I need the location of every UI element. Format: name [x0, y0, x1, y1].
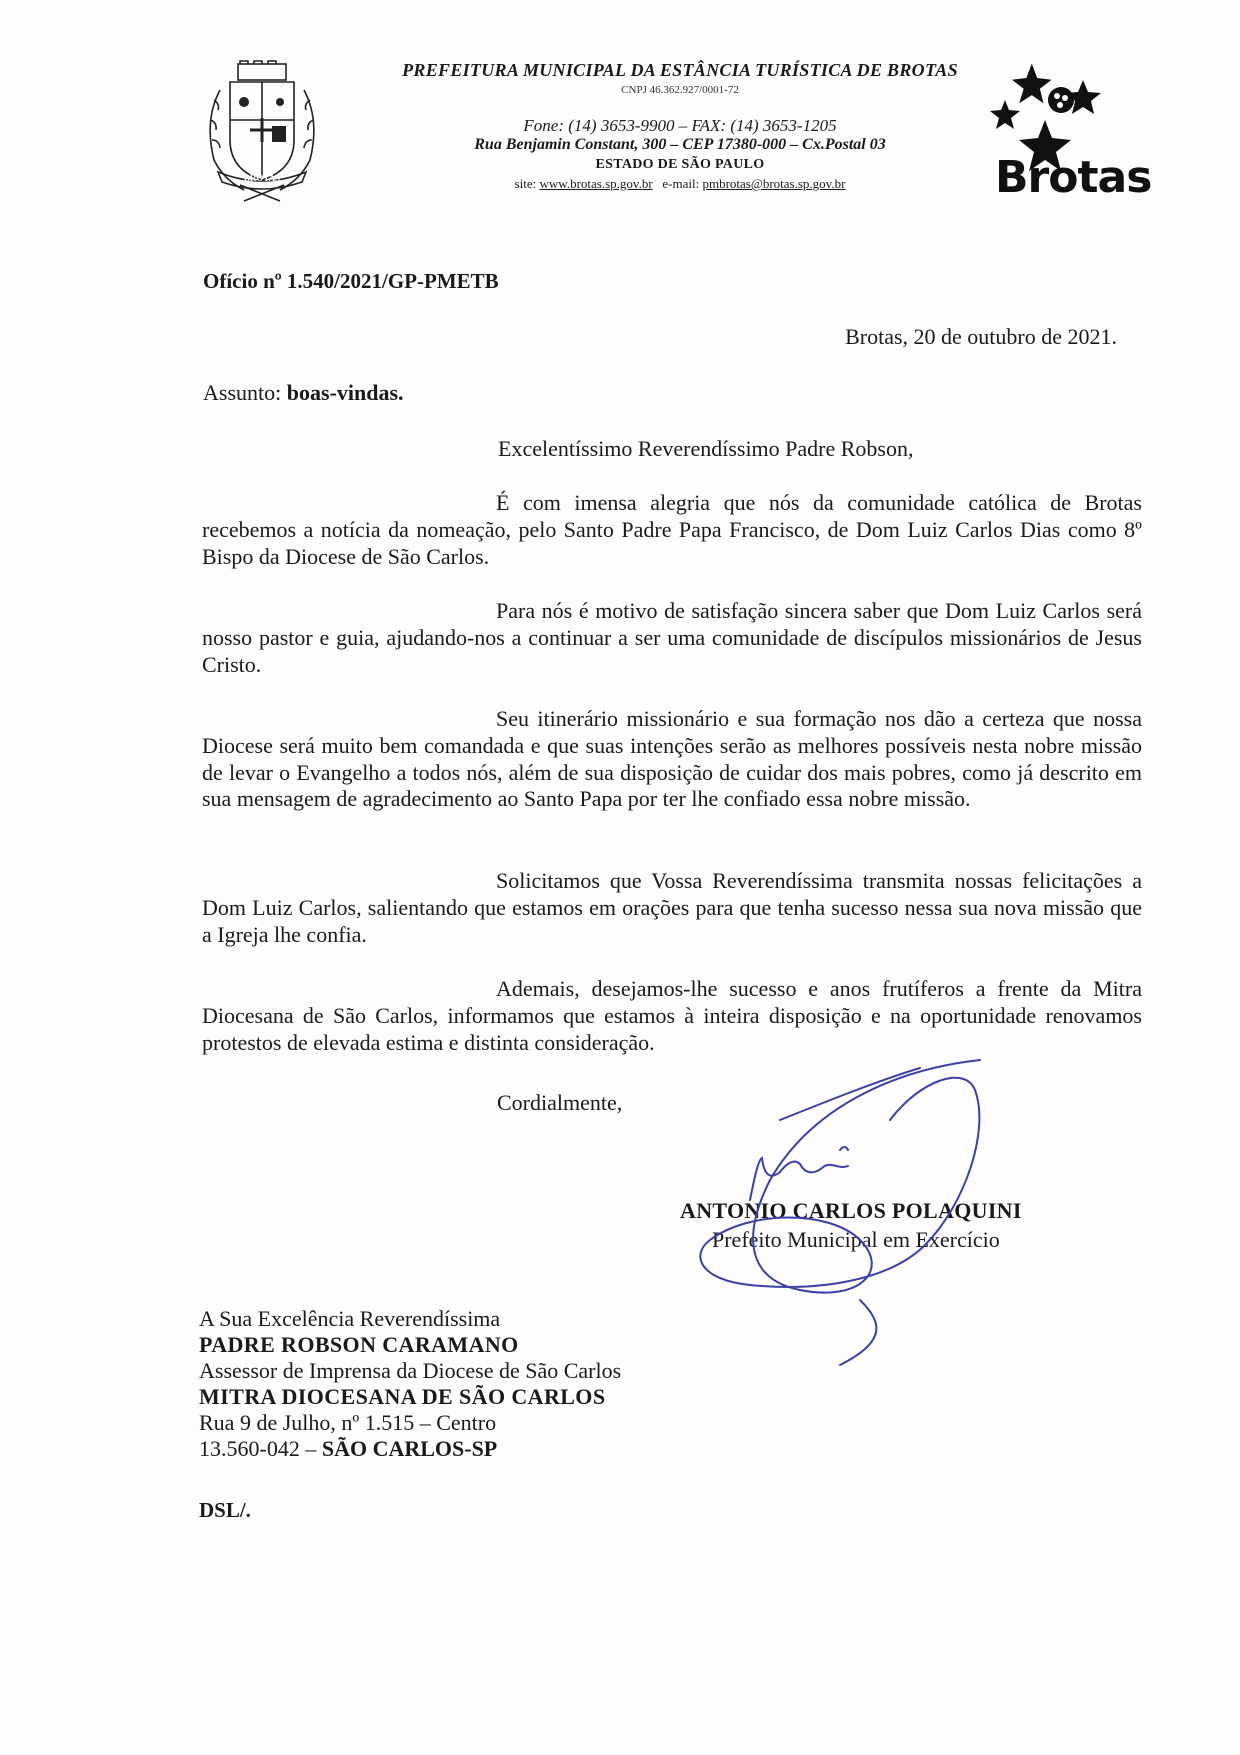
typist-initials: DSL/. [199, 1498, 251, 1522]
letter-subject [203, 380, 404, 406]
recipient-street: Rua 9 de Julho, nº 1.515 – Centro [199, 1410, 497, 1435]
body-paragraph: Solicitamos que Vossa Reverendíssima transmita nossas felicitações a Dom Luiz Carlos, salientando que estamos em orações para que tenha sucesso nessa sua nova missão que a Igreja lhe confia. [202, 868, 1142, 947]
signer-name: ANTONIO CARLOS POLAQUINI [680, 1198, 1022, 1223]
body-paragraph: Para nós é motivo de satisfação sincera saber que Dom Luiz Carlos será nosso pastor e guia, ajudando-nos a continuar a ser uma comunidade de discípulos missionários de Jesus Cristo. [202, 598, 1142, 677]
header-state: ESTADO DE SÃO PAULO [595, 157, 765, 172]
recipient-salutation: A Sua Excelência Reverendíssima [199, 1306, 501, 1331]
letter-salutation: Excelentíssimo Reverendíssimo Padre Robson, [498, 436, 914, 461]
signer-role: Prefeito Municipal em Exercício [712, 1227, 1000, 1252]
site-link[interactable]: www.brotas.sp.gov.br [539, 176, 653, 191]
recipient-role: Assessor de Imprensa da Diocese de São Carlos [199, 1358, 622, 1383]
subject-value: boas-vindas. [286, 380, 404, 405]
header-address: Rua Benjamin Constant, 300 – CEP 17380-000 – Cx.Postal 03 [474, 136, 886, 153]
letter-date: Brotas, 20 de outubro de 2021. [845, 324, 1117, 349]
recipient-cep: 13.560-042 – [199, 1436, 317, 1461]
header-phone: Fone: (14) 3653-9900 – FAX: (14) 3653-1205 [523, 116, 837, 135]
email-label: e-mail: [662, 176, 700, 191]
email-link[interactable]: pmbrotas@brotas.sp.gov.br [702, 176, 846, 191]
handwritten-signature [690, 1040, 1010, 1370]
header-cnpj: CNPJ 46.362.927/0001-72 [621, 84, 739, 96]
subject-label: Assunto: [203, 380, 282, 405]
recipient-city-line [199, 1436, 497, 1462]
letter-closing: Cordialmente, [497, 1090, 623, 1115]
body-paragraph: Ademais, desejamos-lhe sucesso e anos frutíferos a frente da Mitra Diocesana de São Carlos, informamos que estamos à inteira disposição e na oportunidade renovamos protestos de elevada estima e distinta consideração. [202, 976, 1142, 1055]
site-label: site: [514, 176, 537, 191]
coat-of-arms-icon [200, 60, 325, 205]
recipient-organization: MITRA DIOCESANA DE SÃO CARLOS [199, 1384, 606, 1409]
recipient-city: SÃO CARLOS-SP [321, 1436, 498, 1461]
body-paragraph: Seu itinerário missionário e sua formação nos dão a certeza que nossa Diocese será muito bem comandada e que suas intenções serão as melhores possíveis nesta nobre missão de levar o Evangelho a todos nós, além de sua disposição de cuidar dos mais pobres, como já descrito em sua mensagem de agradecimento ao Santo Papa por ter lhe confiado essa nobre missão. [202, 706, 1142, 812]
brotas-logo-text: Brotas [995, 152, 1152, 203]
header-title: PREFEITURA MUNICIPAL DA ESTÂNCIA TURÍSTICA DE BROTAS [402, 60, 958, 80]
header-contacts [360, 176, 1000, 192]
body-paragraph: É com imensa alegria que nós da comunidade católica de Brotas recebemos a notícia da nomeação, pelo Santo Padre Papa Francisco, de Dom Luiz Carlos Dias como 8º Bispo da Diocese de São Carlos. [202, 490, 1142, 569]
svg-text:BROTAS: BROTAS [243, 173, 281, 183]
letter-reference: Ofício nº 1.540/2021/GP-PMETB [203, 269, 499, 293]
recipient-name: PADRE ROBSON CARAMANO [199, 1332, 519, 1357]
